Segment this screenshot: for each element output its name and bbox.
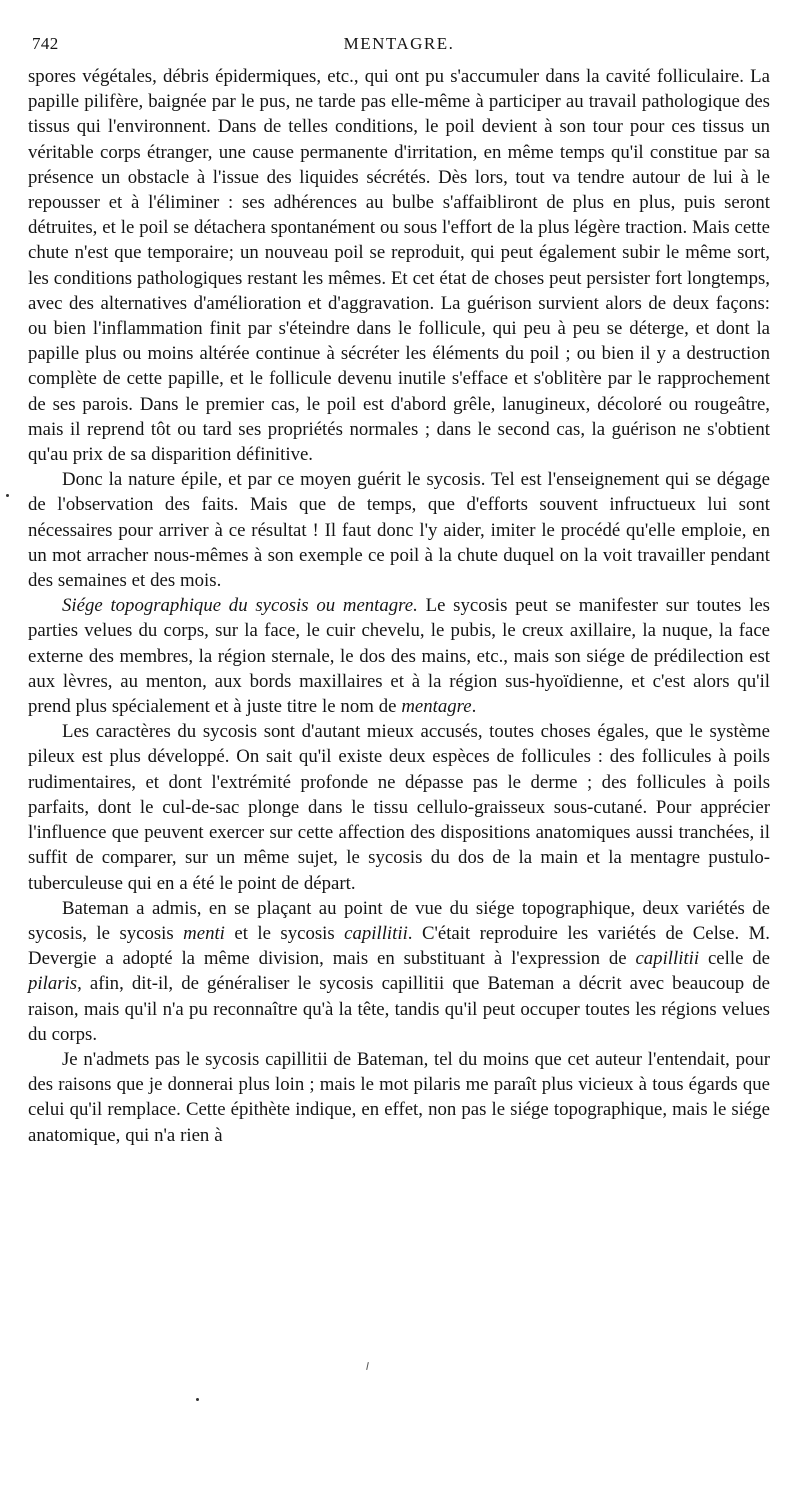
- margin-speck: [6, 494, 9, 497]
- paragraph-3: [28, 593, 770, 719]
- term-capillitii-2: capillitii: [635, 948, 700, 970]
- term-menti: menti: [183, 922, 225, 944]
- term-capillitii: capillitii: [344, 922, 408, 944]
- paragraph-3-text: Le sycosis peut se manifester sur toutes les parties velues du corps, sur la face, le cuir chevelu, le pubis, le creux axillaire, la nuque, la face externe des membres, la région sternale, le dos des mains, etc., mais son siége de prédilection est aux lèvres, au menton, aux bords maxillaires et à la région sus-hyoïdienne, et c'est alors qu'il prend plus spécialement et à juste titre le nom de: [28, 595, 770, 718]
- page-number: 742: [32, 34, 59, 53]
- bottom-tick-mark: [366, 1362, 369, 1370]
- paragraph-5-part-1: Bateman a admis, en se plaçant au point de vue du siége topographique, deux variétés de sycosis, le sycosis: [28, 897, 770, 944]
- paragraph-6: Je n'admets pas le sycosis capillitii de Bateman, tel du moins que cet auteur l'entendait, pour des raisons que je donnerai plus loin ; mais le mot pilaris me paraît plus vicieux à tous égards que celui qu'il remplace. Cette épithète indique, en effet, non pas le siége topographique, mais le siége anatomique, qui n'a rien à: [28, 1048, 770, 1146]
- paragraph-5-part-2: et le sycosis: [224, 922, 345, 944]
- term-mentagre: mentagre: [401, 696, 472, 718]
- section-rubric: Siége topographique du sycosis ou mentagre.: [62, 595, 418, 617]
- bottom-speck: [196, 1398, 199, 1401]
- paragraph-2: Donc la nature épile, et par ce moyen guérit le sycosis. Tel est l'enseignement qui se dégage de l'observation des faits. Mais que de temps, que d'efforts souvent infructueux lui sont nécessaires pour arriver à ce résultat ! Il faut donc l'y aider, imiter le procédé qu'elle emploie, en un mot arracher nous-mêmes à son exemple ce poil à la chute duquel on la voit travailler pendant des semaines et des mois.: [28, 469, 770, 592]
- paragraph-5-part-3: . C'était reproduire les variétés de Celse. M. Devergie a adopté la même division, mais en substituant à l'expression de: [28, 922, 770, 970]
- paragraph-5: [28, 896, 770, 1047]
- paragraph-4: Les caractères du sycosis sont d'autant mieux accusés, toutes choses égales, que le système pileux est plus développé. On sait qu'il existe deux espèces de follicules : des follicules à poils rudimentaires, et dont l'extrémité profonde ne dépasse pas le derme ; des follicules à poils parfaits, dont le cul-de-sac plonge dans le tissu cellulo-graisseux sous-cutané. Pour apprécier l'influence que peuvent exercer sur cette affection des dispositions anatomiques aussi tranchées, il suffit de comparer, sur un même sujet, le sycosis du dos de la main et la mentagre pustulo-tuberculeuse qui en a été le point de départ.: [28, 721, 770, 894]
- paragraph-5-part-5: , afin, dit-il, de généraliser le sycosis capillitii que Bateman a décrit avec beaucoup de raison, mais qu'il n'a pu reconnaître qu'à la tête, tandis qu'il peut occuper toutes les régions velues du corps.: [28, 973, 770, 1045]
- paragraph-5-part-4: celle de: [699, 948, 770, 970]
- paragraph-3-end: .: [471, 696, 477, 718]
- paragraph-1: spores végétales, débris épidermiques, etc., qui ont pu s'accumuler dans la cavité folliculaire. La papille pilifère, baignée par le pus, ne tarde pas elle-même à participer au travail pathologique des tissus qui l'environnent. Dans de telles conditions, le poil devient à son tour pour ces tissus un véritable corps étranger, une cause permanente d'irritation, en même temps qu'il constitue par sa présence un obstacle à l'issue des liquides sécrétés. Dès lors, tout va tendre autour de lui à le repousser et à l'éliminer : ses adhérences au bulbe s'affaibliront de plus en plus, puis seront détruites, et le poil se détachera spontanément ou sous l'effort de la plus légère traction. Mais cette chute n'est que temporaire; un nouveau poil se reproduit, qui peut également subir le même sort, les conditions pathologiques restant les mêmes. Et cet état de choses peut persister fort longtemps, avec des alternatives d'amélioration et d'aggravation. La guérison survient alors de deux façons: ou bien l'inflammation finit par s'éteindre dans le follicule, qui peu à peu se déterge, et dont la papille plus ou moins altérée continue à sécréter les éléments du poil ; ou bien il y a destruction complète de cette papille, et le follicule devenu inutile s'efface et s'oblitère par le rapprochement de ses parois. Dans le premier cas, le poil est d'abord grêle, lanugineux, décoloré ou rougeâtre, mais il reprend tôt ou tard ses propriétés normales ; dans le second cas, la guérison ne s'obtient qu'au prix de sa disparition définitive.: [28, 66, 770, 466]
- book-page: [28, 30, 770, 1148]
- running-head: [28, 30, 770, 64]
- body-text: [28, 64, 770, 1148]
- running-title: MENTAGRE.: [343, 34, 455, 53]
- term-pilaris: pilaris: [28, 973, 78, 995]
